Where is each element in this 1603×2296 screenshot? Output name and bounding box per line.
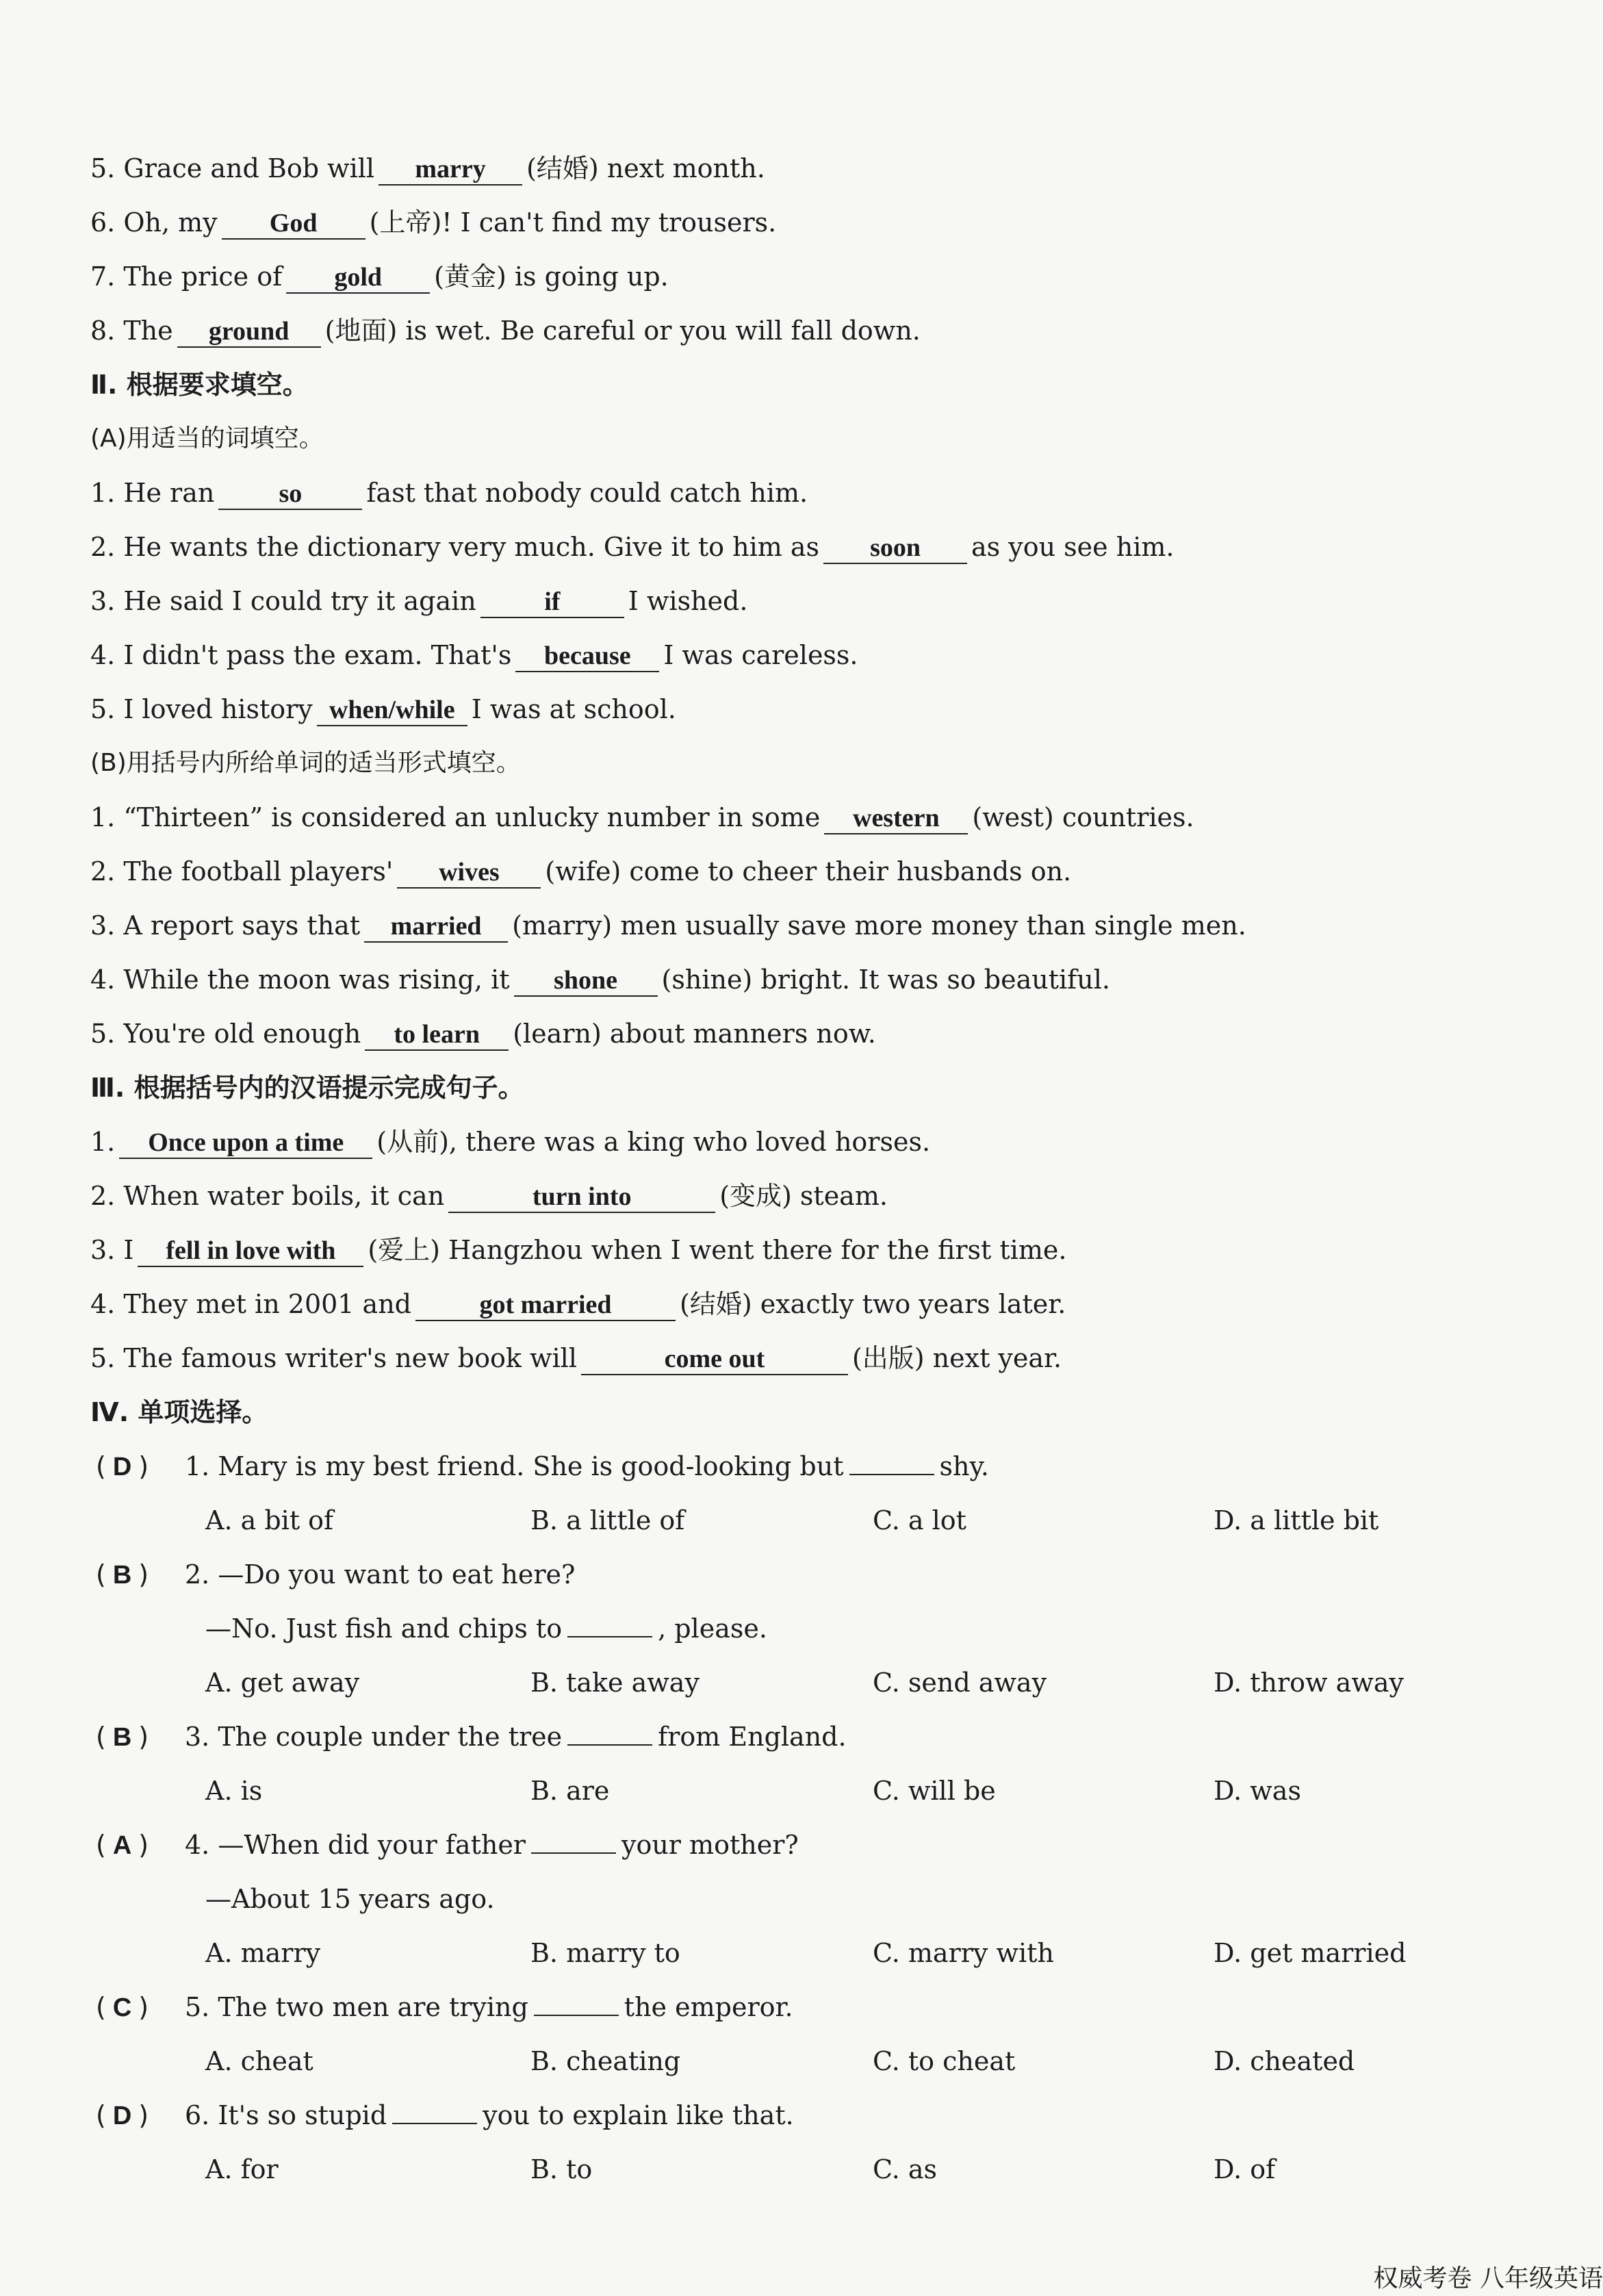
answer-blank[interactable]: fell in love with bbox=[138, 1236, 363, 1267]
answer-blank[interactable]: because bbox=[515, 641, 659, 672]
answer-paren[interactable]: ( B ) bbox=[96, 1559, 149, 1590]
answer-blank[interactable]: got married bbox=[415, 1290, 676, 1321]
option-c[interactable]: C. to cheat bbox=[873, 2046, 1016, 2076]
dialog-line: —No. Just fish and chips to , please. bbox=[205, 1613, 767, 1644]
answer-paren[interactable]: ( C ) bbox=[96, 1992, 149, 2022]
section-heading-2: Ⅱ. 根据要求填空。 bbox=[90, 370, 309, 400]
answer-blank[interactable]: western bbox=[824, 803, 968, 834]
answer-blank[interactable]: soon bbox=[823, 533, 967, 564]
answer-blank[interactable]: when/while bbox=[317, 695, 467, 726]
option-a[interactable]: A. cheat bbox=[205, 2046, 313, 2076]
answer-paren[interactable]: ( B ) bbox=[96, 1722, 149, 1752]
option-d[interactable]: D. throw away bbox=[1214, 1668, 1404, 1698]
section-heading-3: Ⅲ. 根据括号内的汉语提示完成句子。 bbox=[90, 1073, 524, 1103]
option-b[interactable]: B. cheating bbox=[530, 2046, 681, 2076]
p3-item-4: 4. They met in 2001 and got married (结婚) exactly two years later. bbox=[90, 1284, 1066, 1325]
answer-blank[interactable]: so bbox=[218, 479, 362, 510]
question-blank bbox=[567, 1724, 652, 1746]
p2b-item-2: 2. The football players' wives (wife) come to cheer their husbands on. bbox=[90, 851, 1071, 892]
p2a-item-2: 2. He wants the dictionary very much. Give it to him as soon as you see him. bbox=[90, 526, 1174, 567]
answer-blank[interactable]: marry bbox=[379, 154, 522, 186]
answer-blank[interactable]: God bbox=[222, 208, 366, 240]
option-b[interactable]: B. to bbox=[530, 2154, 593, 2184]
mc-question-1: ( D ) 1. Mary is my best friend. She is good-looking but shy. bbox=[96, 1446, 989, 1488]
answer-blank[interactable]: to learn bbox=[365, 1019, 509, 1051]
question-blank bbox=[392, 2102, 477, 2124]
p2a-item-1: 1. He ran so fast that nobody could catch him. bbox=[90, 472, 808, 513]
p1-item-8: 8. The ground (地面) is wet. Be careful or you will fall down. bbox=[90, 310, 921, 351]
p1-item-5: 5. Grace and Bob will marry (结婚) next month. bbox=[90, 148, 765, 189]
p3-item-5: 5. The famous writer's new book will come out (出版) next year. bbox=[90, 1338, 1062, 1379]
option-c[interactable]: C. a lot bbox=[873, 1505, 966, 1535]
dialog-line: —About 15 years ago. bbox=[205, 1884, 495, 1914]
answer-blank[interactable]: wives bbox=[397, 857, 541, 889]
option-a[interactable]: A. get away bbox=[205, 1668, 360, 1698]
answer-blank[interactable]: turn into bbox=[448, 1182, 715, 1213]
mc-question-2: ( B ) 2. —Do you want to eat here? bbox=[96, 1554, 575, 1596]
answer-paren[interactable]: ( A ) bbox=[96, 1830, 149, 1860]
option-d[interactable]: D. of bbox=[1214, 2154, 1276, 2184]
mc-question-6: ( D ) 6. It's so stupid you to explain like that. bbox=[96, 2095, 794, 2136]
p1-item-7: 7. The price of gold (黄金) is going up. bbox=[90, 256, 669, 297]
option-b[interactable]: B. a little of bbox=[530, 1505, 685, 1535]
mc-question-5: ( C ) 5. The two men are trying the emperor. bbox=[96, 1987, 793, 2028]
p2b-item-3: 3. A report says that married (marry) men usually save more money than single men. bbox=[90, 905, 1246, 946]
page-footer: 权威考卷 八年级英语 bbox=[1373, 2265, 1603, 2293]
question-blank bbox=[567, 1616, 652, 1637]
p2b-item-4: 4. While the moon was rising, it shone (shine) bright. It was so beautiful. bbox=[90, 959, 1110, 1000]
answer-blank[interactable]: if bbox=[480, 587, 624, 618]
option-b[interactable]: B. take away bbox=[530, 1668, 700, 1698]
p2a-item-3: 3. He said I could try it again if I wished. bbox=[90, 581, 747, 622]
p2a-item-4: 4. I didn't pass the exam. That's because I was careless. bbox=[90, 635, 858, 676]
p2b-item-5: 5. You're old enough to learn (learn) about manners now. bbox=[90, 1013, 876, 1054]
mc-question-3: ( B ) 3. The couple under the tree from England. bbox=[96, 1716, 847, 1758]
option-a[interactable]: A. a bit of bbox=[205, 1505, 334, 1535]
p3-item-3: 3. I fell in love with (爱上) Hangzhou when I went there for the first time. bbox=[90, 1229, 1066, 1271]
option-a[interactable]: A. marry bbox=[205, 1938, 321, 1968]
subsection-a: (A)用适当的词填空。 bbox=[90, 424, 324, 452]
question-blank bbox=[849, 1453, 934, 1475]
section-heading-4: Ⅳ. 单项选择。 bbox=[90, 1397, 268, 1427]
option-c[interactable]: C. marry with bbox=[873, 1938, 1054, 1968]
answer-paren[interactable]: ( D ) bbox=[96, 2100, 149, 2130]
p3-item-1: 1. Once upon a time (从前), there was a king who loved horses. bbox=[90, 1121, 930, 1162]
option-a[interactable]: A. is bbox=[205, 1776, 263, 1806]
question-blank bbox=[534, 1994, 619, 2016]
question-blank bbox=[531, 1832, 616, 1854]
option-d[interactable]: D. cheated bbox=[1214, 2046, 1355, 2076]
p3-item-2: 2. When water boils, it can turn into (变成) steam. bbox=[90, 1175, 888, 1216]
option-d[interactable]: D. was bbox=[1214, 1776, 1301, 1806]
option-d[interactable]: D. get married bbox=[1214, 1938, 1407, 1968]
option-c[interactable]: C. will be bbox=[873, 1776, 996, 1806]
answer-blank[interactable]: gold bbox=[286, 262, 430, 294]
p2a-item-5: 5. I loved history when/while I was at school. bbox=[90, 689, 676, 730]
option-d[interactable]: D. a little bit bbox=[1214, 1505, 1379, 1535]
option-c[interactable]: C. send away bbox=[873, 1668, 1047, 1698]
option-b[interactable]: B. marry to bbox=[530, 1938, 680, 1968]
answer-blank[interactable]: Once upon a time bbox=[119, 1127, 372, 1159]
answer-paren[interactable]: ( D ) bbox=[96, 1451, 149, 1481]
subsection-b: (B)用括号内所给单词的适当形式填空。 bbox=[90, 749, 521, 777]
answer-blank[interactable]: ground bbox=[177, 316, 321, 348]
option-c[interactable]: C. as bbox=[873, 2154, 938, 2184]
p1-item-6: 6. Oh, my God (上帝)! I can't find my trousers. bbox=[90, 202, 776, 243]
answer-blank[interactable]: married bbox=[364, 911, 508, 943]
option-a[interactable]: A. for bbox=[205, 2154, 279, 2184]
p2b-item-1: 1. “Thirteen” is considered an unlucky number in some western (west) countries. bbox=[90, 797, 1194, 838]
option-b[interactable]: B. are bbox=[530, 1776, 610, 1806]
mc-question-4: ( A ) 4. —When did your father your mother? bbox=[96, 1824, 799, 1866]
answer-blank[interactable]: come out bbox=[581, 1344, 848, 1375]
answer-blank[interactable]: shone bbox=[514, 965, 658, 997]
